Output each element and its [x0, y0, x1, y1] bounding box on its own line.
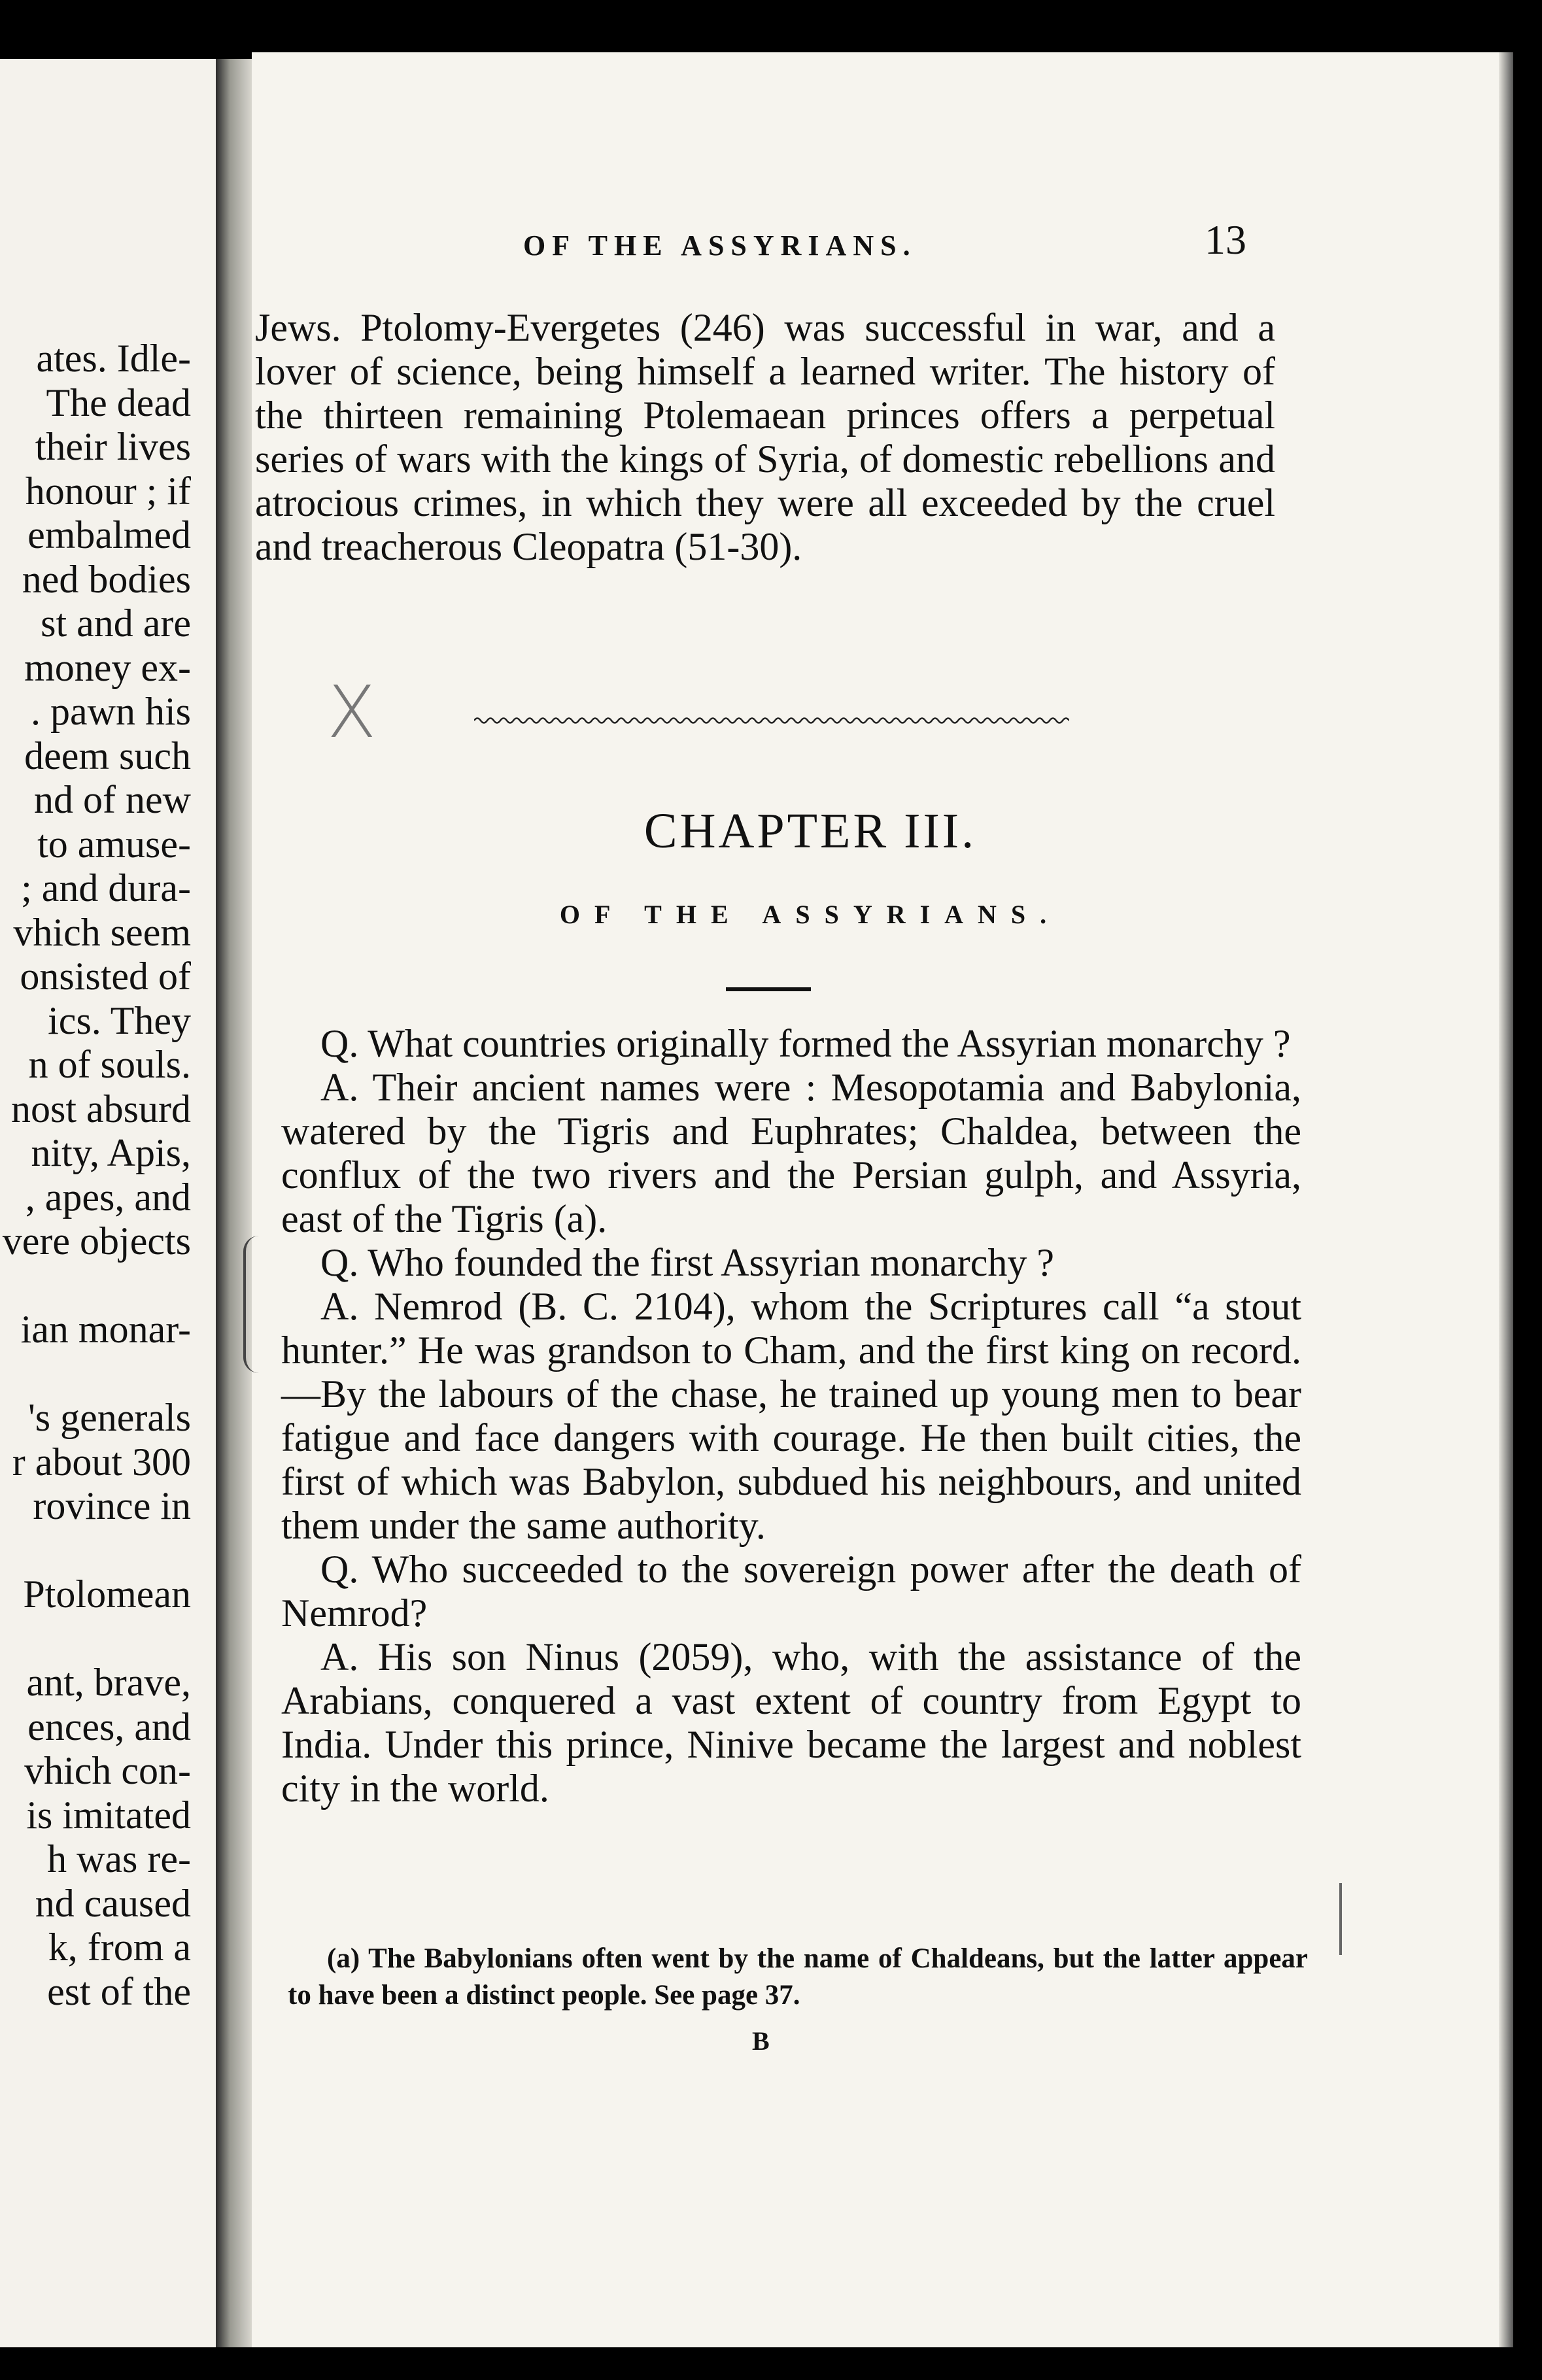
left-page-line: k, from a [48, 1926, 191, 1969]
left-page-line: vhich con- [24, 1749, 191, 1792]
wavy-divider [474, 716, 1069, 725]
left-page-line: ant, brave, [26, 1661, 191, 1704]
left-page-line: money ex- [24, 645, 191, 689]
pencil-stroke [1339, 1883, 1342, 1955]
left-page-line: ian monar- [20, 1308, 191, 1351]
left-page-line: nd caused [35, 1881, 191, 1925]
left-page-line: nity, Apis, [31, 1131, 191, 1174]
left-page-line: is imitated [26, 1793, 191, 1837]
top-paragraph: Jews. Ptolomy-Evergetes (246) was successful in war, and a lover of science, being himself a learned writer. The history of the thirteen remaining Ptolemaean princes offers a perpetual series of wars with the kings of Syria, of domestic rebellions and atrocious crimes, in which they were all exceeded by the cruel and treacherous Cleopatra (51-30). [255, 306, 1275, 568]
left-page-line: deem such [24, 734, 191, 777]
question-answer-block [281, 1022, 1301, 1810]
short-rule [726, 987, 811, 991]
qa-paragraph: A. His son Ninus (2059), who, with the assistance of the Arabians, conquered a vast extent of country from Egypt to India. Under this prince, Ninive became the largest and noblest city in the world. [281, 1635, 1301, 1810]
page-number: 13 [1205, 216, 1246, 263]
left-page-line: , apes, and [25, 1175, 191, 1219]
running-head: OF THE ASSYRIANS. [523, 230, 917, 262]
left-page-line: The dead [46, 381, 191, 424]
qa-paragraph: A. Their ancient names were : Mesopotamia and Babylonia, watered by the Tigris and Euphrates; Chaldea, between the conflux of the two rivers and the Persian gulph, and Assyria, east of the Tigris (a). [281, 1066, 1301, 1240]
qa-paragraph: Q. Who founded the first Assyrian monarchy ? [320, 1241, 1054, 1284]
left-page-line: ; and dura- [21, 866, 191, 910]
chapter-subtitle: OF THE ASSYRIANS. [559, 900, 1061, 929]
page-edge-shadow [1499, 52, 1513, 2347]
pencil-bracket [243, 1236, 259, 1373]
left-page-line: ics. They [48, 998, 191, 1042]
left-page-line: n of souls. [28, 1043, 191, 1086]
qa-paragraph: A. Nemrod (B. C. 2104), whom the Scriptures call “a stout hunter.” He was grandson to Cham, and the first king on record.—By the labours of the chase, he trained up young men to bear fatigue and face dangers with courage. He then built cities, the first of which was Babylon, subdued his neighbours, and united them under the same authority. [281, 1285, 1301, 1547]
left-page-line: vhich seem [13, 910, 191, 954]
left-page-line: ates. Idle- [36, 337, 191, 380]
left-page-line: . pawn his [31, 690, 191, 733]
qa-paragraph: Q. What countries originally formed the Assyrian monarchy ? [320, 1022, 1291, 1065]
chapter-title: CHAPTER III. [643, 804, 977, 858]
left-page-line: ned bodies [22, 557, 191, 601]
left-page-line: 's generals [27, 1396, 191, 1439]
left-page-line: to amuse- [37, 822, 191, 866]
left-page-line: est of the [47, 1969, 191, 2013]
footnote-text: (a) The Babylonians often went by the name of Chaldeans, but the latter appear to have been a distinct people. See page 37. [288, 1943, 1308, 2011]
left-page-line: ences, and [27, 1705, 191, 1748]
left-page-line: st and are [41, 602, 191, 645]
top-paragraph-block [255, 306, 1275, 569]
left-page-line: embalmed [27, 513, 191, 556]
left-page-line: nd of new [34, 778, 191, 821]
left-page-fragment [0, 59, 216, 2347]
book-gutter [216, 59, 252, 2347]
left-page-line: onsisted of [20, 955, 191, 998]
left-page-line: nost absurd [11, 1087, 191, 1130]
pencil-mark: X [327, 670, 377, 754]
footnote [288, 1941, 1308, 2014]
left-page-line: rovince in [33, 1484, 191, 1527]
left-page-line: vere objects [2, 1219, 191, 1263]
left-page-line: r about 300 [12, 1440, 191, 1484]
left-page-line: honour ; if [25, 469, 191, 513]
left-page-line: their lives [35, 425, 191, 468]
signature-mark: B [752, 2026, 770, 2056]
left-page-line: Ptolomean [23, 1572, 191, 1616]
left-page-line: h was re- [47, 1837, 191, 1880]
qa-paragraph: Q. Who succeeded to the sovereign power after the death of Nemrod? [281, 1548, 1301, 1635]
